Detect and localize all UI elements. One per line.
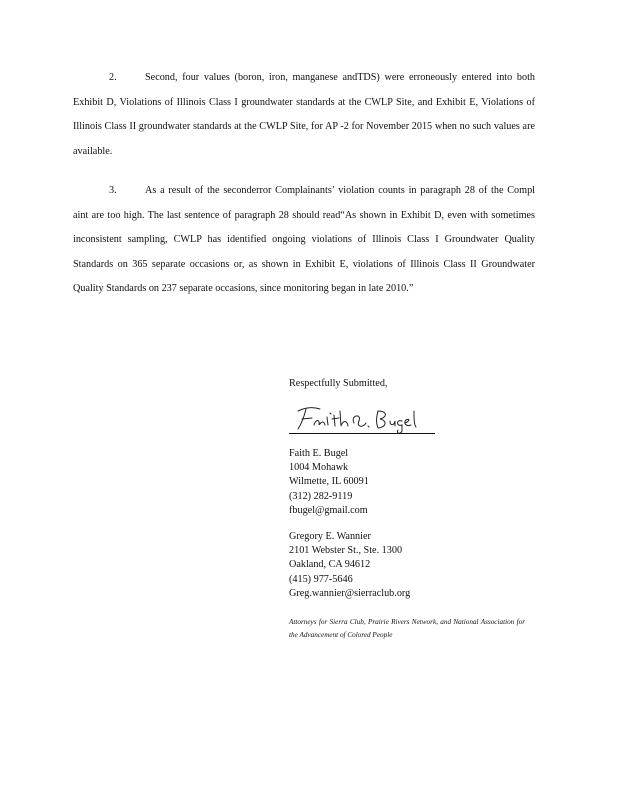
attorney-city: Wilmette, IL 60091 bbox=[289, 476, 369, 488]
paragraph-2 bbox=[73, 66, 535, 164]
paragraph-number: 2. bbox=[109, 72, 117, 83]
attorney-address-block bbox=[289, 530, 410, 601]
handwritten-signature bbox=[292, 401, 437, 435]
attorney-email: fbugel@gmail.com bbox=[289, 504, 368, 516]
attorneys-for-note: Attorneys for Sierra Club, Prairie Rivers Network, and National Association for the Advancement of Colored People bbox=[289, 618, 525, 639]
paragraph-text: As a result of the seconderror Complainants’ violation counts in paragraph 28 of the Compl aint are too high. The last sentence of paragraph 28 should read“As shown in Exhibit D, even with sometimes inconsistent sampling, CWLP has identified ongoing violations of Illinois Class I Groundwater Quality Standards on 365 separate occasions or, as shown in Exhibit E, violations of Illinois Class II Groundwater Quality Standards on 237 separate occasions, since monitoring began in late 2010.” bbox=[73, 185, 535, 294]
closing-text: Respectfully Submitted, bbox=[289, 378, 388, 389]
signature-line bbox=[289, 433, 435, 434]
paragraph-text: Second, four values (boron, iron, manganese andTDS) were erroneously entered into both Exhibit D, Violations of Illinois Class I groundwater standards at the CWLP Site, and Exhibit E, Violations of Illinois Class II groundwater standards at the CWLP Site, for AP -2 for November 2015 when no such values are available. bbox=[73, 72, 535, 157]
attorney-city: Oakland, CA 94612 bbox=[289, 559, 371, 571]
attorney-name: Gregory E. Wannier bbox=[289, 531, 371, 542]
paragraph-3 bbox=[73, 179, 535, 302]
attorney-address-block bbox=[289, 447, 369, 518]
attorney-street: 2101 Webster St., Ste. 1300 bbox=[289, 545, 403, 557]
attorney-email: Greg.wannier@sierraclub.org bbox=[289, 587, 411, 599]
paragraph-number: 3. bbox=[109, 185, 117, 196]
attorney-street: 1004 Mohawk bbox=[289, 462, 349, 474]
attorney-phone: (312) 282-9119 bbox=[289, 490, 353, 502]
attorney-name: Faith E. Bugel bbox=[289, 448, 349, 459]
attorney-phone: (415) 977-5646 bbox=[289, 573, 353, 585]
